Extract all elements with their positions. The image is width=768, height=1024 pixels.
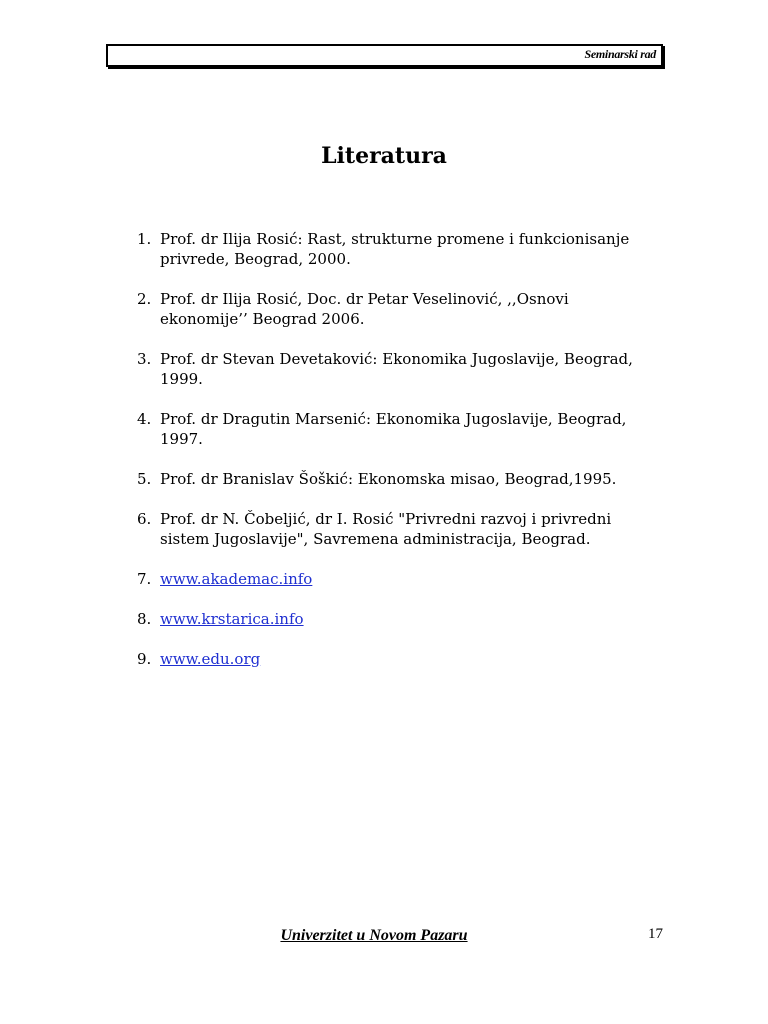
reference-text: Prof. dr Ilija Rosić, Doc. dr Petar Veselinović, ,,Osnovi ekonomije’’ Beograd 2006.	[160, 290, 569, 328]
reference-text: Prof. dr N. Čobeljić, dr I. Rosić "Privredni razvoj i privredni sistem Jugoslavije", Savremena administracija, Beograd.	[160, 510, 612, 548]
reference-text: Prof. dr Branislav Šoškić: Ekonomska misao, Beograd,1995.	[160, 470, 617, 488]
reference-number: 1.	[137, 230, 152, 248]
reference-number: 6.	[137, 510, 152, 528]
reference-item-5	[137, 469, 657, 489]
reference-item-7	[137, 569, 657, 589]
footer-university-name: Univerzitet u Novom Pazaru	[280, 927, 468, 944]
reference-item-2	[137, 289, 657, 329]
reference-item-3	[137, 349, 657, 389]
reference-number: 3.	[137, 350, 152, 368]
header-label: Seminarski rad	[584, 47, 656, 61]
reference-item-6	[137, 509, 657, 549]
reference-item-1	[137, 229, 657, 269]
reference-number: 2.	[137, 290, 152, 308]
page-header-box	[106, 44, 663, 67]
reference-number: 7.	[137, 570, 152, 588]
page-title: Literatura	[321, 143, 447, 169]
reference-text: Prof. dr Stevan Devetaković: Ekonomika Jugoslavije, Beograd, 1999.	[160, 350, 633, 388]
reference-number: 5.	[137, 470, 152, 488]
reference-number: 8.	[137, 610, 152, 628]
page-number: 17	[648, 926, 663, 942]
reference-item-4	[137, 409, 657, 449]
reference-link-krstarica[interactable]: www.krstarica.info	[160, 610, 304, 628]
reference-number: 4.	[137, 410, 152, 428]
references-list	[137, 229, 657, 689]
reference-text: Prof. dr Ilija Rosić: Rast, strukturne promene i funkcionisanje privrede, Beograd, 2000.	[160, 230, 630, 268]
reference-item-9	[137, 649, 657, 669]
reference-link-edu[interactable]: www.edu.org	[160, 650, 261, 668]
reference-text: Prof. dr Dragutin Marsenić: Ekonomika Jugoslavije, Beograd, 1997.	[160, 410, 627, 448]
reference-link-akademac[interactable]: www.akademac.info	[160, 570, 313, 588]
reference-number: 9.	[137, 650, 152, 668]
reference-item-8	[137, 609, 657, 629]
